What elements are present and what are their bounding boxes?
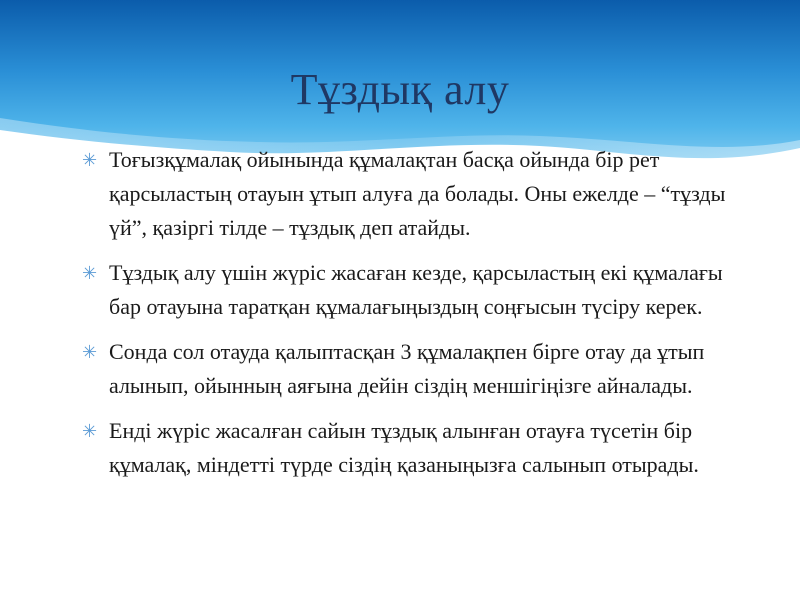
bullet-list <box>80 143 730 493</box>
list-item <box>80 256 730 324</box>
sparkle-star-icon: ✳ <box>82 263 98 283</box>
bullet-text: Сонда сол отауда қалыптасқан 3 құмалақпен бірге отау да ұтып алынып, ойынның аяғына дейін сіздің меншігіңізге айналады. <box>109 339 705 398</box>
bullet-text: Тұздық алу үшін жүріс жасаған кезде, қарсыластың екі құмалағы бар отауына таратқан құмалағыңыздың соңғысын түсіру керек. <box>109 260 723 319</box>
list-item <box>80 143 730 245</box>
sparkle-star-icon: ✳ <box>82 150 98 170</box>
bullet-text: Енді жүріс жасалған сайын тұздық алынған отауға түсетін бір құмалақ, міндетті түрде сіздің қазаныңызға салынып отырады. <box>109 418 699 477</box>
sparkle-star-icon: ✳ <box>82 342 98 362</box>
list-item <box>80 414 730 482</box>
slide-title: Тұздық алу <box>290 65 510 114</box>
bullet-text: Тоғызқұмалақ ойынында құмалақтан басқа ойында бір рет қарсыластың отауын ұтып алуға да болады. Оны ежелде – “тұзды үй”, қазіргі тілде – тұздық деп атайды. <box>109 147 726 240</box>
list-item <box>80 335 730 403</box>
sparkle-star-icon: ✳ <box>82 421 98 441</box>
